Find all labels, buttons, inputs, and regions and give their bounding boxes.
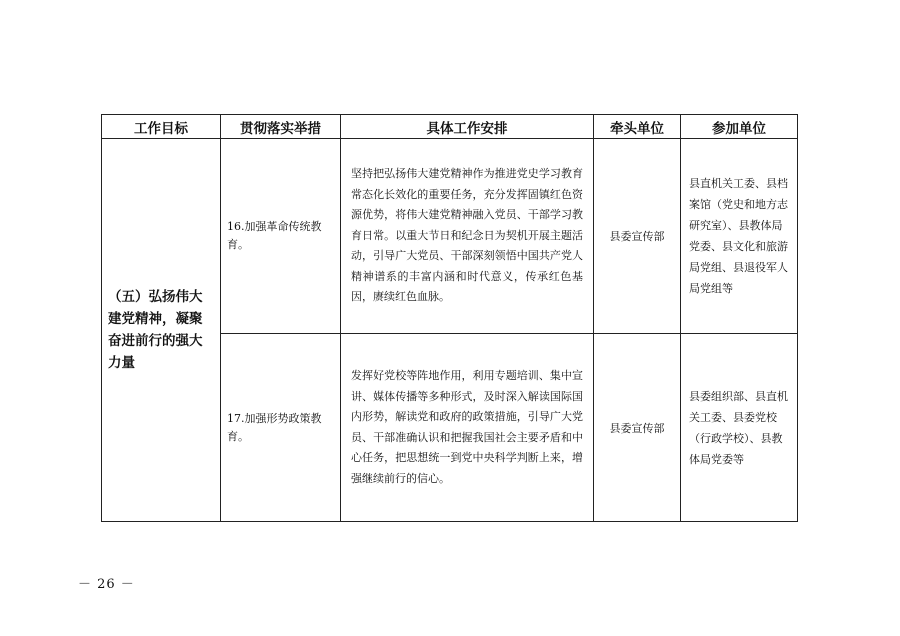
- table-row: [102, 139, 798, 334]
- header-lead-unit: 牵头单位: [594, 115, 681, 139]
- arrangement-cell: 坚持把弘扬伟大建党精神作为推进党史学习教育常态化长效化的重要任务，充分发挥固镇红色资源优势，将伟大建党精神融入党员、干部学习教育日常。以重大节日和纪念日为契机开展主题活动，引导广大党员、干部深刻领悟中国共产党人精神谱系的丰富内涵和时代意义，传承红色基因，赓续红色血脉。: [341, 139, 594, 334]
- goal-cell: （五）弘扬伟大建党精神，凝聚奋进前行的强大力量: [102, 139, 221, 522]
- header-participating-units: 参加单位: [681, 115, 798, 139]
- header-measure: 贯彻落实举措: [221, 115, 341, 139]
- lead-unit-cell: 县委宣传部: [594, 139, 681, 334]
- work-plan-table: [101, 114, 798, 522]
- table-header-row: [102, 115, 798, 139]
- participants-cell: 县委组织部、县直机关工委、县委党校（行政学校）、县教体局党委等: [681, 334, 798, 522]
- measure-cell: 16.加强革命传统教育。: [221, 139, 341, 334]
- header-goal: 工作目标: [102, 115, 221, 139]
- page-number: － 26 －: [78, 577, 135, 592]
- header-arrangement: 具体工作安排: [341, 115, 594, 139]
- participants-cell: 县直机关工委、县档案馆（党史和地方志研究室）、县教体局党委、县文化和旅游局党组、县退役军人局党组等: [681, 139, 798, 334]
- lead-unit-cell: 县委宣传部: [594, 334, 681, 522]
- arrangement-cell: 发挥好党校等阵地作用，利用专题培训、集中宣讲、媒体传播等多种形式，及时深入解读国际国内形势，解读党和政府的政策措施，引导广大党员、干部准确认识和把握我国社会主要矛盾和中心任务，把思想统一到党中央科学判断上来，增强继续前行的信心。: [341, 334, 594, 522]
- measure-cell: 17.加强形势政策教育。: [221, 334, 341, 522]
